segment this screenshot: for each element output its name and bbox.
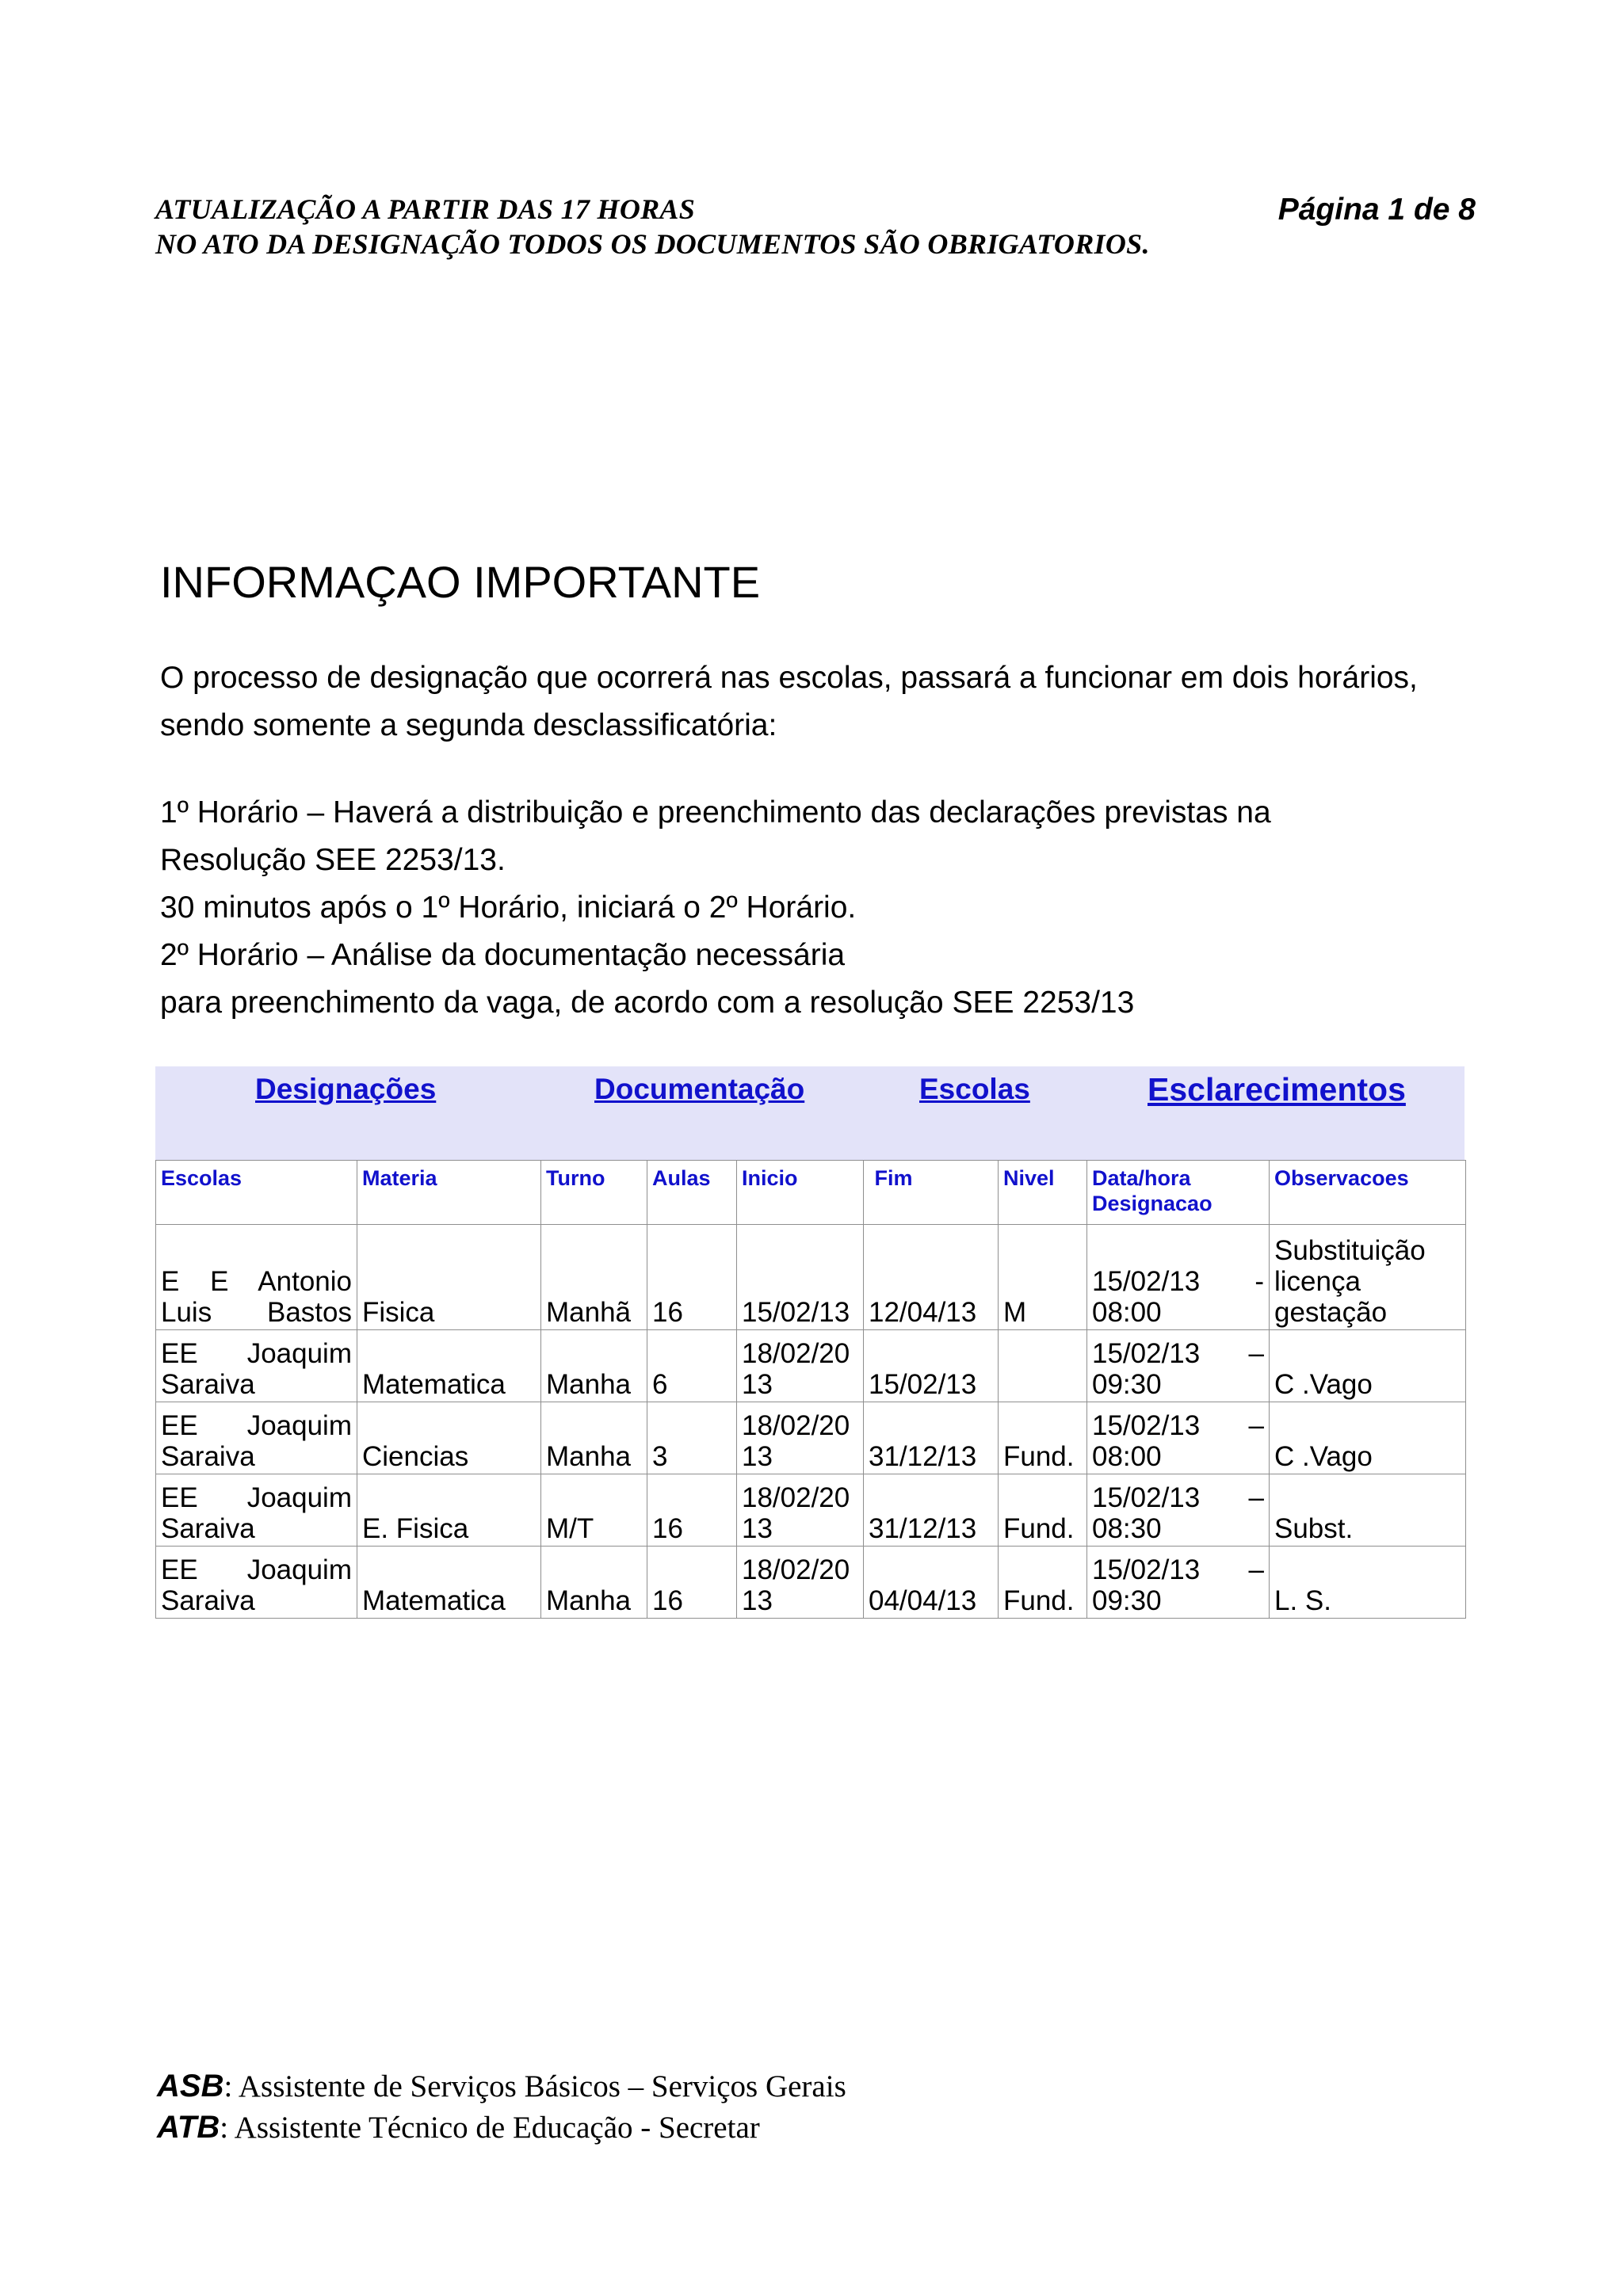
cell-observacoes: Subst. [1270,1474,1466,1547]
col-header-observacoes: Observacoes [1270,1161,1466,1225]
info-title: INFORMAÇAO IMPORTANTE [160,557,761,607]
nav-link-designacoes[interactable]: Designações [255,1073,437,1105]
cell-aulas: 3 [647,1402,737,1474]
info-line: Resolução SEE 2253/13. [160,843,506,877]
cell-materia: Matematica [357,1547,541,1619]
col-header-data-hora: Data/hora Designacao [1087,1161,1270,1225]
cell-escola: EE Joaquim Saraiva [156,1330,357,1402]
footer-asb-text: : Assistente de Serviços Básicos – Serviços Gerais [223,2069,846,2103]
footer-atb [157,2107,760,2148]
cell-aulas: 6 [647,1330,737,1402]
cell-data-hora: 15/02/13 – 09:30 [1087,1330,1270,1402]
designations-table [155,1160,1466,1619]
cell-escola: EE Joaquim Saraiva [156,1402,357,1474]
info-paragraph-2 [160,789,1507,1027]
cell-nivel: Fund. [999,1474,1087,1547]
info-line: para preenchimento da vaga, de acordo com a resolução SEE 2253/13 [160,986,1135,1020]
cell-fim: 04/04/13 [864,1547,999,1619]
cell-turno: Manha [541,1402,647,1474]
cell-inicio: 18/02/2013 [737,1474,864,1547]
col-header-nivel: Nivel [999,1161,1087,1225]
cell-observacoes: C .Vago [1270,1402,1466,1474]
cell-nivel: Fund. [999,1547,1087,1619]
header-line-2: NO ATO DA DESIGNAÇÃO TODOS OS DOCUMENTOS SÃO OBRIGATORIOS. [155,228,1150,260]
col-header-turno: Turno [541,1161,647,1225]
cell-nivel: M [999,1225,1087,1330]
cell-data-hora: 15/02/13 – 08:30 [1087,1474,1270,1547]
col-header-materia: Materia [357,1161,541,1225]
cell-inicio: 18/02/2013 [737,1547,864,1619]
info-line: 2º Horário – Análise da documentação necessária [160,938,846,972]
table-row [156,1474,1466,1547]
cell-escola: EE Joaquim Saraiva [156,1474,357,1547]
header-line-1: ATUALIZAÇÃO A PARTIR DAS 17 HORAS [155,193,696,225]
cell-materia: Ciencias [357,1402,541,1474]
cell-materia: Matematica [357,1330,541,1402]
info-line: 1º Horário – Haverá a distribuição e preenchimento das declarações previstas na [160,795,1271,830]
col-header-escolas: Escolas [156,1161,357,1225]
table-row [156,1402,1466,1474]
cell-aulas: 16 [647,1547,737,1619]
cell-turno: Manha [541,1330,647,1402]
nav-link-esclarecimentos[interactable]: Esclarecimentos [1148,1071,1406,1108]
cell-fim: 15/02/13 [864,1330,999,1402]
table-row [156,1330,1466,1402]
table-row [156,1547,1466,1619]
cell-data-hora: 15/02/13 – 09:30 [1087,1547,1270,1619]
footer-atb-text: : Assistente Técnico de Educação - Secretar [220,2111,760,2145]
footer-asb [157,2066,846,2107]
cell-observacoes: C .Vago [1270,1330,1466,1402]
cell-inicio: 18/02/2013 [737,1330,864,1402]
cell-aulas: 16 [647,1474,737,1547]
col-header-fim: Fim [864,1161,999,1225]
nav-link-documentacao[interactable]: Documentação [594,1073,805,1105]
cell-nivel: Fund. [999,1402,1087,1474]
cell-aulas: 16 [647,1225,737,1330]
footer-atb-abbr: ATB [157,2110,220,2145]
cell-inicio: 15/02/13 [737,1225,864,1330]
table-row [156,1225,1466,1330]
cell-materia: E. Fisica [357,1474,541,1547]
cell-nivel [999,1330,1087,1402]
cell-inicio: 18/02/2013 [737,1402,864,1474]
cell-escola: E E Antonio Luis Bastos [156,1225,357,1330]
info-line: 30 minutos após o 1º Horário, iniciará o 2º Horário. [160,891,857,925]
cell-observacoes: L. S. [1270,1547,1466,1619]
cell-data-hora: 15/02/13 - 08:00 [1087,1225,1270,1330]
cell-data-hora: 15/02/13 – 08:00 [1087,1402,1270,1474]
page-number: Página 1 de 8 [1277,193,1476,227]
footer-asb-abbr: ASB [157,2069,224,2103]
cell-escola: EE Joaquim Saraiva [156,1547,357,1619]
info-paragraph-1: O processo de designação que ocorrerá nas escolas, passará a funcionar em dois horários, sendo somente a segunda desclassificatória: [160,661,1418,742]
nav-link-escolas[interactable]: Escolas [919,1073,1030,1105]
cell-observacoes: Substituição licença gestação [1270,1225,1466,1330]
cell-fim: 12/04/13 [864,1225,999,1330]
cell-turno: Manhã [541,1225,647,1330]
cell-turno: M/T [541,1474,647,1547]
col-header-inicio: Inicio [737,1161,864,1225]
col-header-aulas: Aulas [647,1161,737,1225]
table-header-row [156,1161,1466,1225]
cell-fim: 31/12/13 [864,1474,999,1547]
cell-turno: Manha [541,1547,647,1619]
cell-materia: Fisica [357,1225,541,1330]
cell-fim: 31/12/13 [864,1402,999,1474]
